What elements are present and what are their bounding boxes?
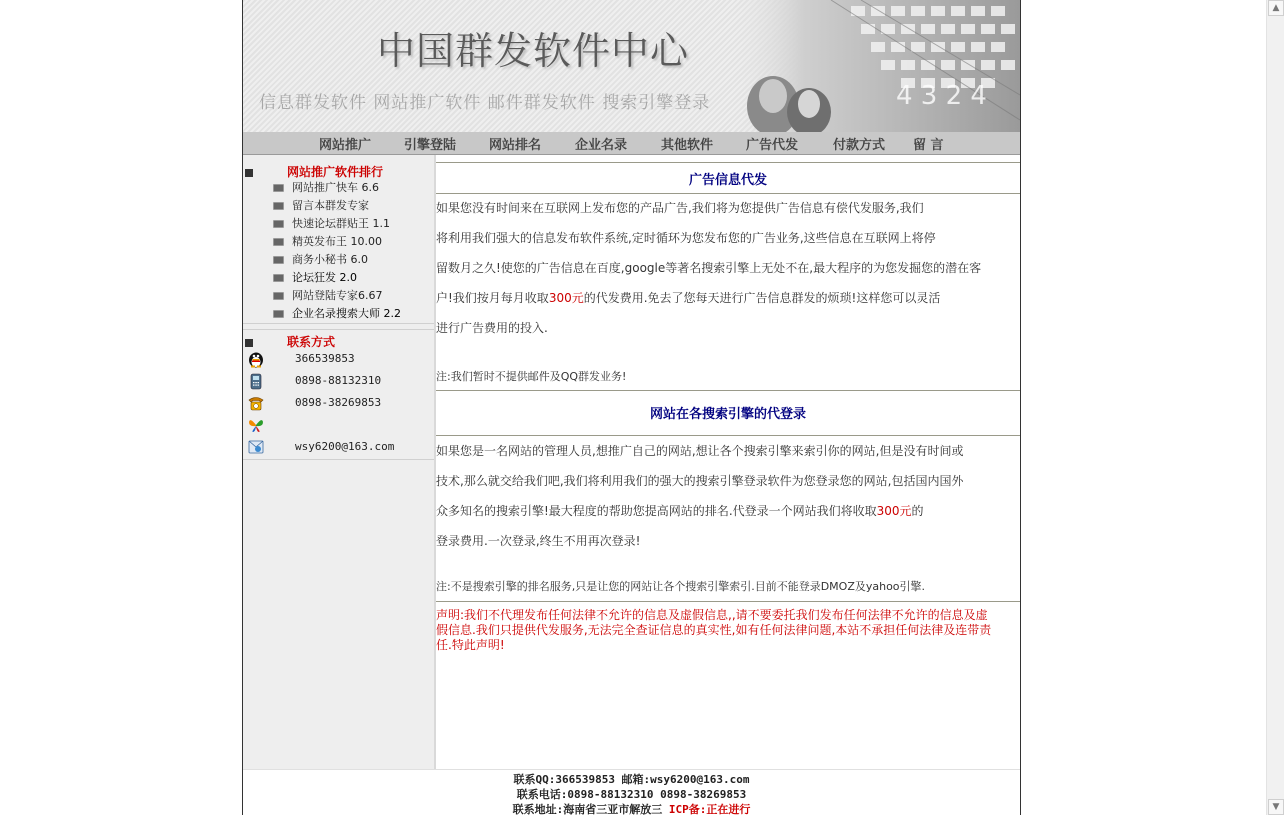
msn-butterfly-icon bbox=[247, 416, 265, 434]
bullet-icon bbox=[273, 220, 284, 228]
email-icon bbox=[247, 438, 265, 456]
ad-para-text: 的代发费用.免去了您每天进行广告信息群发的烦琐!这样您可以灵活 bbox=[583, 291, 941, 305]
footer bbox=[243, 769, 1020, 816]
ad-price: 300元 bbox=[548, 291, 584, 305]
rank-item[interactable] bbox=[273, 269, 357, 285]
nav-item-payment[interactable]: 付款方式 bbox=[833, 138, 886, 153]
rank-item-label: 留言本群发专家 bbox=[292, 199, 369, 212]
ad-section-title: 广告信息代发 bbox=[688, 173, 767, 188]
contact-row-msn bbox=[247, 416, 432, 434]
ad-para-line bbox=[436, 283, 996, 313]
section-divider bbox=[436, 390, 1020, 391]
rank-item-label: 快速论坛群贴王 1.1 bbox=[292, 217, 390, 230]
ad-para-line: 留数月之久!使您的广告信息在百度,google等著名搜索引擎上无处不在,最大程序的为您发掘您的潜在客 bbox=[436, 261, 982, 275]
sidebar-divider bbox=[243, 459, 434, 460]
seo-para-text: 众多知名的搜索引擎!最大程度的帮助您提高网站的排名.代登录一个网站我们将收取 bbox=[436, 504, 877, 518]
vertical-scrollbar[interactable] bbox=[1266, 0, 1284, 815]
rank-item-label: 网站推广快车 6.6 bbox=[292, 181, 379, 194]
ad-note: 注:我们暂时不提供邮件及QQ群发业务! bbox=[436, 370, 627, 383]
contact-row-mobile bbox=[247, 372, 432, 390]
nav-item-guestbook[interactable]: 留 言 bbox=[913, 138, 944, 153]
seo-paragraph bbox=[436, 436, 996, 556]
section-divider bbox=[436, 601, 1020, 602]
rank-item-label: 企业名录搜索大师 2.2 bbox=[292, 307, 401, 320]
bullet-icon bbox=[273, 238, 284, 246]
seo-para-line: 如果您是一名网站的管理人员,想推广自己的网站,想让各个搜索引擎来索引你的网站,但是没有时间或 bbox=[436, 444, 964, 458]
seo-para-line bbox=[436, 496, 996, 526]
banner-photo-text: 4 3 2 4 bbox=[896, 81, 987, 111]
nav-item-website-ranking[interactable]: 网站排名 bbox=[489, 138, 542, 153]
seo-para-line: 登录费用.一次登录,终生不用再次登录! bbox=[436, 534, 641, 548]
legal-disclaimer: 声明:我们不代理发布任何法律不允许的信息及虚假信息,,请不要委托我们发布任何法律不允许的信息及虚假信息.我们只提供代发服务,无法完全查证信息的真实性,如有任何法律问题,本站不承担任何法律及连带责任.特此声明! bbox=[436, 608, 992, 652]
ad-para-line: 将利用我们强大的信息发布软件系统,定时循环为您发布您的广告业务,这些信息在互联网上将停 bbox=[436, 231, 936, 245]
footer-contact-qq-email: 联系QQ:366539853 邮箱:wsy6200@163.com bbox=[513, 773, 750, 786]
main-content bbox=[436, 155, 1020, 769]
rank-item[interactable] bbox=[273, 305, 401, 321]
rank-item-label: 论坛狂发 2.0 bbox=[292, 271, 357, 284]
contact-heading bbox=[245, 333, 335, 350]
square-bullet-icon bbox=[245, 169, 253, 177]
contact-row-email bbox=[247, 438, 432, 456]
contact-mobile-text: 0898-88132310 bbox=[295, 374, 382, 387]
nav-item-other-software[interactable]: 其他软件 bbox=[661, 138, 714, 153]
contact-telephone-text: 0898-38269853 bbox=[295, 396, 382, 409]
rank-item[interactable] bbox=[273, 197, 369, 213]
contact-row-qq bbox=[247, 350, 432, 368]
sidebar bbox=[243, 155, 436, 769]
rank-item-label: 商务小秘书 6.0 bbox=[292, 253, 368, 266]
nav-item-website-promotion[interactable]: 网站推广 bbox=[319, 138, 372, 153]
seo-para-text: 的 bbox=[911, 504, 924, 518]
bullet-icon bbox=[273, 256, 284, 264]
ad-para-line: 如果您没有时间来在互联网上发布您的产品广告,我们将为您提供广告信息有偿代发服务,我们 bbox=[436, 201, 924, 215]
footer-address-text: 联系地址:海南省三亚市解放三 bbox=[512, 803, 669, 816]
rank-item[interactable] bbox=[273, 287, 383, 303]
seo-price: 300元 bbox=[876, 504, 912, 518]
bullet-icon bbox=[273, 292, 284, 300]
sidebar-divider bbox=[243, 323, 434, 324]
rank-item-label: 网站登陆专家6.67 bbox=[292, 289, 383, 302]
footer-icp-text: ICP备:正在进行 bbox=[668, 803, 751, 816]
rank-item[interactable] bbox=[273, 251, 368, 267]
rank-item[interactable] bbox=[273, 233, 382, 249]
sidebar-divider bbox=[243, 329, 434, 330]
seo-note: 注:不是搜索引擎的排名服务,只是让您的网站让各个搜索引擎索引.目前不能登录DMOZ及yahoo引擎. bbox=[436, 580, 926, 593]
site-banner bbox=[243, 0, 1020, 132]
banner-subtitle: 信息群发软件 网站推广软件 邮件群发软件 搜索引擎登录 bbox=[259, 93, 711, 113]
nav-item-engine-login[interactable]: 引擎登陆 bbox=[404, 138, 457, 153]
bullet-icon bbox=[273, 274, 284, 282]
rank-item-label: 精英发布王 10.00 bbox=[292, 235, 382, 248]
qq-penguin-icon bbox=[247, 350, 265, 368]
ad-para-text: 户!我们按月每月收取 bbox=[436, 291, 549, 305]
bullet-icon bbox=[273, 202, 284, 210]
bullet-icon bbox=[273, 310, 284, 318]
main-nav bbox=[243, 132, 1020, 155]
contact-row-telephone bbox=[247, 394, 432, 412]
contact-qq-text: 366539853 bbox=[295, 352, 355, 365]
rank-heading bbox=[245, 163, 383, 180]
rank-heading-label: 网站推广软件排行 bbox=[287, 165, 384, 179]
banner-title: 中国群发软件中心 bbox=[377, 29, 690, 73]
rank-item[interactable] bbox=[273, 179, 379, 195]
nav-item-company-directory[interactable]: 企业名录 bbox=[575, 138, 628, 153]
page-container bbox=[242, 0, 1021, 815]
bullet-icon bbox=[273, 184, 284, 192]
nav-item-ad-posting[interactable]: 广告代发 bbox=[746, 138, 799, 153]
seo-section-title: 网站在各搜索引擎的代登录 bbox=[649, 407, 806, 422]
section-divider bbox=[436, 162, 1020, 163]
square-bullet-icon bbox=[245, 339, 253, 347]
scroll-up-button[interactable]: ▲ bbox=[1268, 0, 1284, 16]
banner-photo bbox=[731, 0, 1020, 132]
ad-para-line: 进行广告费用的投入. bbox=[436, 321, 548, 335]
ad-paragraph bbox=[436, 193, 996, 343]
telephone-icon bbox=[247, 394, 265, 412]
footer-contact-phone: 联系电话:0898-88132310 0898-38269853 bbox=[516, 788, 747, 801]
seo-para-line: 技术,那么就交给我们吧,我们将利用我们的强大的搜索引擎登录软件为您登录您的网站,包括国内国外 bbox=[436, 474, 964, 488]
rank-item[interactable] bbox=[273, 215, 390, 231]
scroll-down-button[interactable]: ▼ bbox=[1268, 799, 1284, 815]
mobile-phone-icon bbox=[247, 372, 265, 390]
contact-heading-label: 联系方式 bbox=[287, 335, 336, 349]
contact-email-text[interactable]: wsy6200@163.com bbox=[295, 440, 395, 453]
